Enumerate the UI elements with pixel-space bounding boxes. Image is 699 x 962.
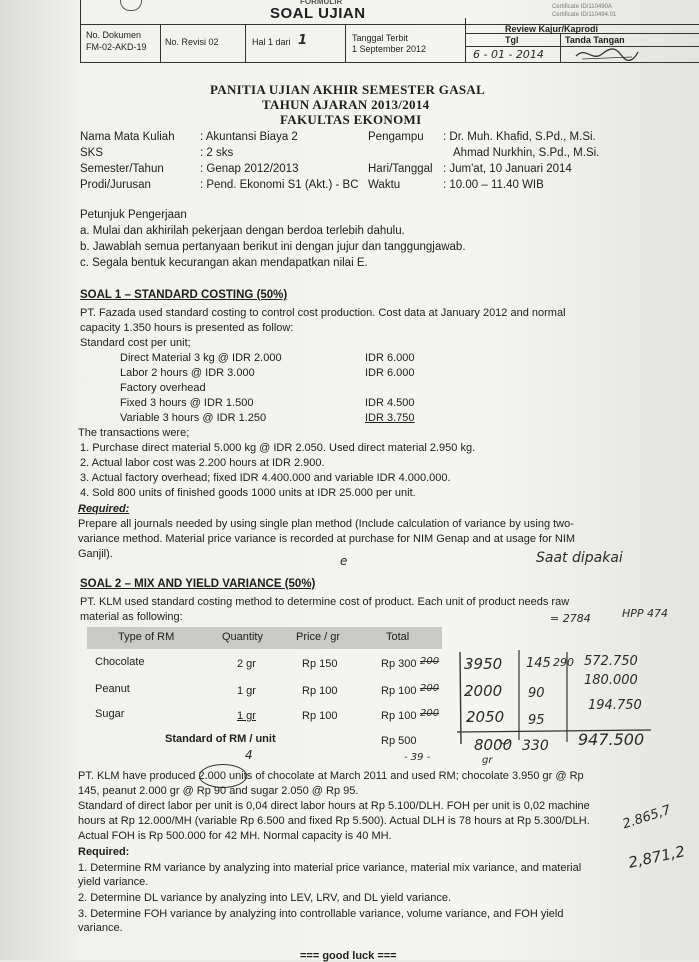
handwritten-total-price: 330 [522,738,549,754]
course-label: Nama Mata Kuliah [80,131,175,143]
required-line-1: Prepare all journals needed by using single plan method (Include calculation of variance by using two- [78,518,574,530]
header-col-line [245,24,246,62]
soal2-intro-line-1: PT. KLM used standard costing method to determine cost of product. Each unit of product needs raw [80,596,570,608]
requirement-item: 1. Determine RM variance by analyzing into material price variance, material mix variance, and material [78,862,582,874]
semester-label: Semester/Tahun [80,163,164,175]
instruction-item: c. Segala bentuk kecurangan akan mendapatkan nilai E. [80,257,368,269]
certificate-line-2: Certificate ID/110494.01 [552,12,617,18]
standard-cost-label: Standard cost per unit; [80,337,191,349]
cost-item-label: Fixed 3 hours @ IDR 1.500 [120,397,254,409]
page-number: Hal 1 dari [252,37,291,47]
standard-rm-label: Standard of RM / unit [165,733,276,745]
handwritten-total-amount: 947.500 [578,730,645,749]
title-line-3: FAKULTAS EKONOMI [280,112,422,127]
handwritten-side-note: 2.865,7 [620,802,673,833]
handwritten-quantity: 3950 [464,655,503,673]
cost-item-label: Labor 2 hours @ IDR 3.000 [120,367,255,379]
handwritten-amount: 180.000 [584,673,638,688]
handwritten-side-note: 2,871,2 [626,842,687,872]
handwritten-note: HPP 474 [622,607,669,620]
handwritten-quantity: 2000 [464,682,503,700]
header-col-line [560,33,561,62]
soal2-paragraph-line-4: hours at Rp 12.000/MH (variable Rp 6.500 and fixed Rp 5.500). Actual DLH is 78 hours at Rp 5.300/DLH. [78,815,590,827]
handwritten-amount: 572.750 [584,654,638,669]
cost-item-value: IDR 6.000 [365,367,415,379]
handwritten-amount: 194.750 [588,698,642,713]
cost-item-label: Direct Material 3 kg @ IDR 2.000 [120,352,282,364]
prodi-label: Prodi/Jurusan [80,179,151,191]
title-line-2: TAHUN AJARAN 2013/2014 [262,97,430,112]
requirement-item: 3. Determine FOH variance by analyzing into controllable variance, volume variance, and FOH yield [78,908,564,920]
crossed-value: 200 [420,683,440,694]
soal2-paragraph-line-1: PT. KLM have produced 2.000 units of chocolate at March 2011 and used RM; chocolate 3.950 gr @ Rp [78,770,584,782]
transaction-item: 2. Actual labor cost was 2.200 hours at IDR 2.900. [80,457,325,469]
handwritten-price: 95 [528,713,545,728]
rm-table-header-cell: Quantity [222,631,263,643]
prodi-value: : Pend. Ekonomi S1 (Akt.) - BC [200,179,359,191]
issue-date-value: 1 September 2012 [352,44,427,54]
handwritten-mark: 4 [245,748,253,762]
soal2-heading: SOAL 2 – MIX AND YIELD VARIANCE (50%) [80,578,316,590]
standard-rm-total: Rp 500 [381,735,417,747]
rm-table-cell: Peanut [95,683,130,695]
cost-item-label: Factory overhead [120,382,206,394]
soal2-required-label: Required: [78,846,130,858]
soal2-paragraph-line-3: Standard of direct labor per unit is 0,04 direct labor hours at Rp 5.100/DLH. FOH per unit is 0,02 machine [78,800,590,812]
rm-table-cell: Rp 100 [381,710,417,722]
handwritten-calculation-lines [455,640,655,760]
document-number-value: FM-02-AKD-19 [86,42,147,52]
crossed-value: 200 [420,708,440,719]
rm-table-cell: Rp 300 [381,658,417,670]
transaction-item: 4. Sold 800 units of finished goods 1000 units at IDR 25.000 per unit. [80,487,416,499]
lecturer-value-1: : Dr. Muh. Khafid, S.Pd., M.Si. [443,131,596,143]
page-number-handwritten: 1 [298,33,308,48]
handwritten-note: = 2784 [550,612,591,625]
rm-table-cell: Rp 100 [381,685,417,697]
handwritten-price: 290 [553,656,574,669]
header-col-line [160,24,161,62]
review-label: Review Kajur/Kaprodi [505,24,599,34]
instruction-item: a. Mulai dan akhirilah pekerjaan dengan berdoa terlebih dahulu. [80,225,405,237]
rm-table-cell: Rp 100 [302,685,338,697]
date-column-label: Tgl [505,35,519,45]
crossed-value: 200 [420,656,440,667]
transaction-item: 1. Purchase direct material 5.000 kg @ IDR 2.050. Used direct material 2.950 kg. [80,442,476,454]
header-col-line [465,18,466,62]
rm-table-cell: Chocolate [95,656,145,668]
soal1-intro-line-2: capacity 1.350 hours is presented as follow: [80,322,294,334]
cost-item-value: IDR 4.500 [365,397,415,409]
semester-value: : Genap 2012/2013 [200,163,299,175]
soal2-intro-line-2: material as following: [80,611,183,623]
form-top-label: FORMULIR [300,0,343,6]
required-line-3: Ganjil). [78,548,113,560]
handwritten-note: Saat dipakai [536,550,623,566]
day-value: : Jum'at, 10 Januari 2014 [443,163,572,175]
rm-table-header-cell: Type of RM [118,631,175,643]
rm-table-cell: Rp 100 [302,710,338,722]
revision-number: No. Revisi 02 [165,37,219,47]
day-label: Hari/Tanggal [368,163,433,175]
title-line-1: PANITIA UJIAN AKHIR SEMESTER GASAL [210,82,486,97]
rm-table-header-cell: Total [386,631,410,643]
form-title: SOAL UJIAN [270,5,366,22]
header-divider [80,24,699,25]
certificate-line-1: Certificate ID/110490A [552,4,612,10]
handwritten-price: 145 [526,656,551,671]
header-col-line [345,24,346,62]
reviewer-signature [572,44,642,64]
handwritten-total-quantity: 8000 [474,736,513,754]
handwritten-mark: e [340,554,348,568]
sks-value: : 2 sks [200,147,234,159]
requirement-item: 2. Determine DL variance by analyzing into LEV, LRV, and DL yield variance. [78,892,451,904]
instruction-item: b. Jawablah semua pertanyaan berikut ini dengan jujur dan tanggungjawab. [80,241,466,253]
requirement-item: yield variance. [78,876,149,888]
soal1-intro-line-1: PT. Fazada used standard costing to control cost production. Cost data at January 2012 and normal [80,307,566,319]
sks-label: SKS [80,147,104,159]
soal1-heading: SOAL 1 – STANDARD COSTING (50%) [80,289,288,301]
rm-table-cell: 1 gr [237,710,256,722]
transaction-item: 3. Actual factory overhead; fixed IDR 4.400.000 and variable IDR 4.000.000. [80,472,451,484]
handwritten-mark: - 39 - [404,752,431,763]
soal2-paragraph-line-5: Actual FOH is Rp 500.000 for 42 MH. Normal capacity is 40 MH. [78,830,392,842]
required-line-2: variance method. Material price variance is recorded at purchase for NIM Genap and at usage for NIM [78,533,576,545]
transactions-label: The transactions were; [78,427,190,439]
lecturer-label: Pengampu [368,131,424,143]
rm-table-cell: 2 gr [237,658,256,670]
lecturer-value-2: Ahmad Nurkhin, S.Pd., M.Si. [453,147,600,159]
requirement-item: variance. [78,922,123,934]
soal2-paragraph-line-2: 145, peanut 2.000 gr @ Rp 90 and sugar 2.050 @ Rp 95. [78,785,359,797]
instructions-heading: Petunjuk Pengerjaan [80,209,187,221]
handwritten-price: 90 [528,686,545,701]
rm-table-header-cell: Price / gr [296,631,341,643]
cost-item-label: Variable 3 hours @ IDR 1.250 [120,412,267,424]
rm-table-cell: Sugar [95,708,125,720]
rm-table-cell: Rp 150 [302,658,338,670]
time-label: Waktu [368,179,401,191]
issue-date-label: Tanggal Terbit [352,33,408,43]
course-value: : Akuntansi Biaya 2 [200,131,298,143]
review-date-handwritten: 6 - 01 - 2014 [473,48,544,61]
time-value: : 10.00 – 11.40 WIB [443,179,544,191]
rm-table-cell: 1 gr [237,685,256,697]
document-number-label: No. Dokumen [86,30,142,40]
handwritten-quantity: 2050 [466,708,505,726]
signature-column-label: Tanda Tangan [565,35,625,45]
cost-item-value: IDR 3.750 [365,412,415,424]
good-luck-footer: === good luck === [300,950,397,962]
cost-item-value: IDR 6.000 [365,352,415,364]
handwritten-mark: gr [482,755,493,766]
required-label: Required: [78,503,130,515]
